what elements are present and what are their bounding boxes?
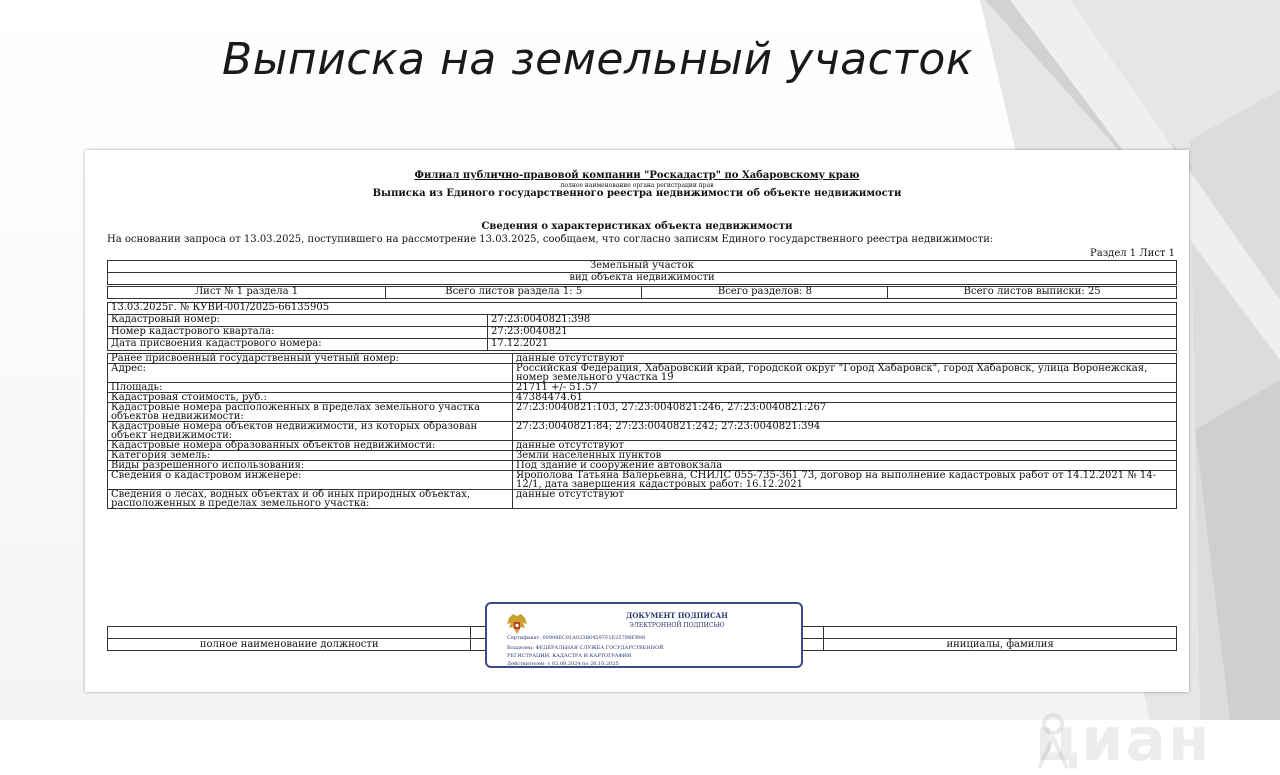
section-label: Раздел 1 Лист 1: [1090, 248, 1175, 259]
table-row: [108, 364, 1177, 383]
sheet-info-table: [107, 286, 1177, 299]
land-plot-extract-document: [85, 150, 1212, 775]
org-name-caption: полное наименование органа регистрации прав: [560, 182, 714, 189]
table-row: [108, 490, 1177, 509]
cian-watermark: циан: [1035, 705, 1212, 775]
row-value: 27:23:0040821:103, 27:23:0040821:246, 27:23:0040821:267: [513, 403, 1177, 422]
row-value: 27:23:0040821:398: [488, 315, 1177, 327]
stamp-subtitle: ЭЛЕКТРОННОЙ ПОДПИСЬЮ: [629, 622, 725, 629]
row-value: 21711 +/- 51.57: [513, 383, 1177, 393]
table-row: [108, 403, 1177, 422]
row-label: Адрес:: [108, 364, 513, 383]
table-row: [108, 471, 1177, 490]
cadastral-main-table: [107, 302, 1177, 351]
stamp-certificate: Сертификат: 00998EC81A023B64597F1E2579BFB98: [507, 635, 646, 641]
table-row: [108, 315, 1177, 327]
characteristics-table: [107, 353, 1177, 509]
row-value: 17.12.2021: [488, 339, 1177, 351]
slide-title: Выписка на земельный участок: [222, 34, 973, 85]
table-row: [108, 393, 1177, 403]
row-value: данные отсутствуют: [513, 354, 1177, 364]
row-value: 47384474.61: [513, 393, 1177, 403]
row-label: Кадастровые номера объектов недвижимости, из которых образован объект недвижимости:: [108, 422, 513, 441]
info-title: Сведения о характеристиках объекта недвижимости: [481, 221, 793, 232]
stamp-owner-line-1: Владелец: ФЕДЕРАЛЬНАЯ СЛУЖБА ГОСУДАРСТВЕННОЙ: [507, 645, 664, 651]
row-value: Под здание и сооружение автовокзала: [513, 461, 1177, 471]
table-row: [108, 383, 1177, 393]
sheet-info-cell: Всего листов выписки: 25: [888, 287, 1177, 299]
row-label: Кадастровый номер:: [108, 315, 488, 327]
row-label: Сведения о лесах, водных объектах и об иных природных объектах, расположенных в пределах земельного участка:: [108, 490, 513, 509]
row-label: Кадастровая стоимость, руб.:: [108, 393, 513, 403]
table-row: [108, 451, 1177, 461]
row-label: Кадастровые номера расположенных в пределах земельного участка объектов недвижимости:: [108, 403, 513, 422]
table-row: [108, 422, 1177, 441]
table-row: [108, 339, 1177, 351]
record-number: 13.03.2025г. № КУВИ-001/2025-66135905: [108, 303, 1177, 315]
row-label: Дата присвоения кадастрового номера:: [108, 339, 488, 351]
row-label: Сведения о кадастровом инженере:: [108, 471, 513, 490]
org-name: Филиал публично-правовой компании "Роскадастр" по Хабаровскому краю: [414, 170, 860, 181]
row-label: Виды разрешенного использования:: [108, 461, 513, 471]
row-label: Площадь:: [108, 383, 513, 393]
table-row: [108, 461, 1177, 471]
object-type: Земельный участок: [108, 261, 1177, 273]
sheet-info-cell: Лист № 1 раздела 1: [108, 287, 386, 299]
row-value: Ярополова Татьяна Валерьевна, СНИЛС 055-735-361 73, договор на выполнение кадастровых работ от 14.12.2021 № 14-12/1, дата завершения кадастровых работ: 16.12.2021: [513, 471, 1177, 490]
sheet-info-cell: Всего листов раздела 1: 5: [385, 287, 642, 299]
signature-name-caption: инициалы, фамилия: [824, 639, 1177, 651]
request-paragraph: На основании запроса от 13.03.2025, поступившего на рассмотрение 13.03.2025, сообщаем, что согласно записям Единого государственного реестра недвижимости:: [107, 234, 994, 245]
stamp-title: ДОКУМЕНТ ПОДПИСАН: [626, 611, 728, 620]
sheet-info-cell: Всего разделов: 8: [642, 287, 888, 299]
row-value: данные отсутствуют: [513, 441, 1177, 451]
table-row: [108, 354, 1177, 364]
row-label: Категория земель:: [108, 451, 513, 461]
row-label: Ранее присвоенный государственный учетный номер:: [108, 354, 513, 364]
table-row: [108, 441, 1177, 451]
row-value: 27:23:0040821: [488, 327, 1177, 339]
electronic-signature-stamp: [485, 602, 803, 668]
row-label: Номер кадастрового квартала:: [108, 327, 488, 339]
object-type-table: [107, 260, 1177, 285]
extract-title: Выписка из Единого государственного реестра недвижимости об объекте недвижимости: [372, 188, 902, 199]
row-label: Кадастровые номера образованных объектов недвижимости:: [108, 441, 513, 451]
row-value: 27:23:0040821:84; 27:23:0040821:242; 27:23:0040821:394: [513, 422, 1177, 441]
row-value: Российская Федерация, Хабаровский край, городской округ "Город Хабаровск", город Хабаровск, улица Воронежская, номер земельного участка 19: [513, 364, 1177, 383]
stamp-owner-line-2: РЕГИСТРАЦИИ, КАДАСТРА И КАРТОГРАФИИ: [507, 653, 632, 659]
table-row: [108, 327, 1177, 339]
row-value: данные отсутствуют: [513, 490, 1177, 509]
row-value: Земли населенных пунктов: [513, 451, 1177, 461]
signature-position-caption: полное наименование должности: [108, 639, 471, 651]
stamp-validity: Действителен: с 02.08.2024 по 26.10.2025: [507, 661, 619, 667]
object-type-caption: вид объекта недвижимости: [108, 273, 1177, 285]
